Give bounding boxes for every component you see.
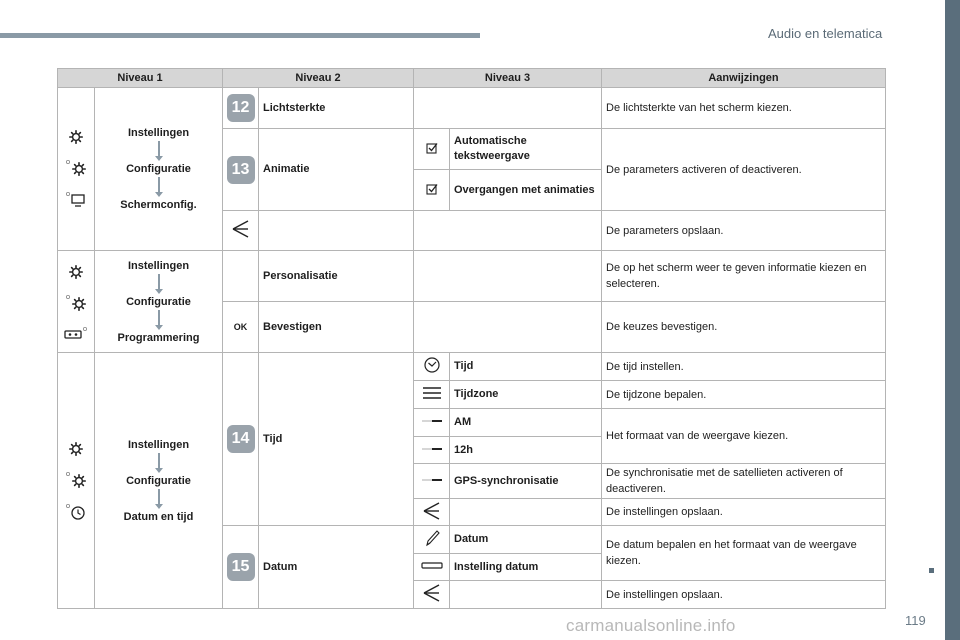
level1-icons-cell	[58, 353, 95, 609]
list-icon-cell	[414, 381, 450, 409]
gear-icon	[68, 441, 84, 457]
badge-cell	[223, 353, 259, 526]
field-icon-cell	[414, 554, 450, 581]
ok-button[interactable]: OK	[223, 302, 259, 353]
step-badge: 15	[227, 553, 255, 581]
level2-label: Personalisatie	[259, 251, 414, 302]
badge-cell	[223, 526, 259, 609]
checkbox-icon[interactable]	[426, 183, 438, 195]
list-icon[interactable]	[422, 385, 442, 401]
note-text: De keuzes bevestigen.	[602, 302, 886, 353]
gear-sub-icon	[65, 159, 87, 177]
level3-label: Tijdzone	[450, 381, 602, 409]
level3-label: Overgangen met animaties	[450, 170, 602, 211]
input-field-icon[interactable]	[421, 561, 443, 571]
clock-icon[interactable]	[423, 356, 441, 374]
gear-icon	[68, 264, 84, 280]
back-icon-cell	[414, 499, 450, 526]
note-text: Het formaat van de weergave kiezen.	[602, 409, 886, 464]
level2-label: Bevestigen	[259, 302, 414, 353]
top-rule	[0, 33, 480, 38]
toggle-icon[interactable]	[422, 443, 442, 455]
level2-label: Lichtsterkte	[259, 88, 414, 129]
level1-icons-cell	[58, 88, 95, 251]
table-row	[58, 251, 886, 302]
path-step: Instellingen	[127, 438, 190, 451]
clock-icon-cell	[414, 353, 450, 381]
toggle-icon-cell	[414, 437, 450, 464]
level3-label: Automatische tekstweergave	[450, 129, 602, 170]
level3-label: Instelling datum	[450, 554, 602, 581]
back-arrow-icon[interactable]	[421, 501, 442, 521]
header-level3: Niveau 3	[414, 69, 602, 88]
toggle-icon[interactable]	[422, 415, 442, 427]
page-number: 119	[905, 613, 926, 628]
bullet-marker	[929, 568, 934, 573]
arrow-down-icon	[153, 308, 165, 332]
arrow-down-icon	[153, 451, 165, 475]
arrow-down-icon	[153, 487, 165, 511]
level3-label: Datum	[450, 526, 602, 554]
back-arrow-icon[interactable]	[421, 583, 442, 603]
level2-label: Tijd	[259, 353, 414, 526]
note-text: De lichtsterkte van het scherm kiezen.	[602, 88, 886, 129]
path-step: Datum en tijd	[123, 510, 194, 523]
note-text: De tijdzone bepalen.	[602, 381, 886, 409]
note-text: De parameters activeren of deactiveren.	[602, 129, 886, 211]
header-notes: Aanwijzingen	[602, 69, 886, 88]
checkbox-icon[interactable]	[426, 142, 438, 154]
path-step: Instellingen	[127, 127, 190, 139]
programming-icon	[64, 326, 88, 340]
arrow-down-icon	[153, 272, 165, 296]
watermark: carmanualsonline.info	[566, 616, 736, 635]
level3-label: Tijd	[450, 353, 602, 381]
path-step: Configuratie	[126, 474, 191, 487]
note-text: De instellingen opslaan.	[602, 499, 886, 526]
path-step: Configuratie	[126, 163, 191, 175]
step-badge: 14	[227, 425, 255, 453]
path-step: Schermconfig.	[120, 199, 197, 211]
path-step: Instellingen	[127, 259, 190, 272]
badge-cell	[223, 129, 259, 211]
screen-config-icon	[65, 191, 87, 209]
toggle-icon-cell	[414, 409, 450, 437]
checkbox-icon-cell	[414, 170, 450, 211]
section-title: Audio en telematica	[768, 26, 883, 41]
header-level1: Niveau 1	[58, 69, 223, 88]
level1-path-cell	[95, 251, 223, 353]
gear-icon	[68, 129, 84, 145]
level1-path-cell	[95, 88, 223, 251]
settings-table	[57, 68, 886, 609]
level3-label: GPS-synchronisatie	[450, 464, 602, 499]
note-text: De instellingen opslaan.	[602, 581, 886, 609]
back-arrow-icon[interactable]	[230, 219, 251, 239]
step-badge: 13	[227, 156, 255, 184]
checkbox-icon-cell	[414, 129, 450, 170]
arrow-down-icon	[153, 175, 165, 199]
path-step: Programmering	[117, 331, 200, 344]
note-text: De synchronisatie met de satellieten activeren of deactiveren.	[602, 464, 886, 499]
level2-label: Datum	[259, 526, 414, 609]
path-step: Configuratie	[126, 295, 191, 308]
pencil-icon-cell	[414, 526, 450, 554]
level1-path-cell	[95, 353, 223, 609]
header-level2: Niveau 2	[223, 69, 414, 88]
back-icon-cell	[414, 581, 450, 609]
table-row	[58, 88, 886, 129]
pencil-icon[interactable]	[424, 529, 440, 547]
table-row	[58, 353, 886, 381]
toggle-icon[interactable]	[422, 474, 442, 486]
note-text: De datum bepalen en het formaat van de weergave kiezen.	[602, 526, 886, 581]
note-text: De tijd instellen.	[602, 353, 886, 381]
level3-label: AM	[450, 409, 602, 437]
arrow-down-icon	[153, 139, 165, 163]
level2-label: Animatie	[259, 129, 414, 211]
side-bar	[945, 0, 960, 640]
badge-cell	[223, 88, 259, 129]
toggle-icon-cell	[414, 464, 450, 499]
level1-icons-cell	[58, 251, 95, 353]
note-text: De op het scherm weer te geven informatie kiezen en selecteren.	[602, 251, 886, 302]
table-header-row	[58, 69, 886, 88]
back-icon-cell	[223, 211, 259, 251]
step-badge: 12	[227, 94, 255, 122]
gear-sub-icon	[65, 471, 87, 489]
note-text: De parameters opslaan.	[602, 211, 886, 251]
gear-sub-icon	[65, 294, 87, 312]
clock-icon	[65, 503, 87, 521]
level3-label: 12h	[450, 437, 602, 464]
